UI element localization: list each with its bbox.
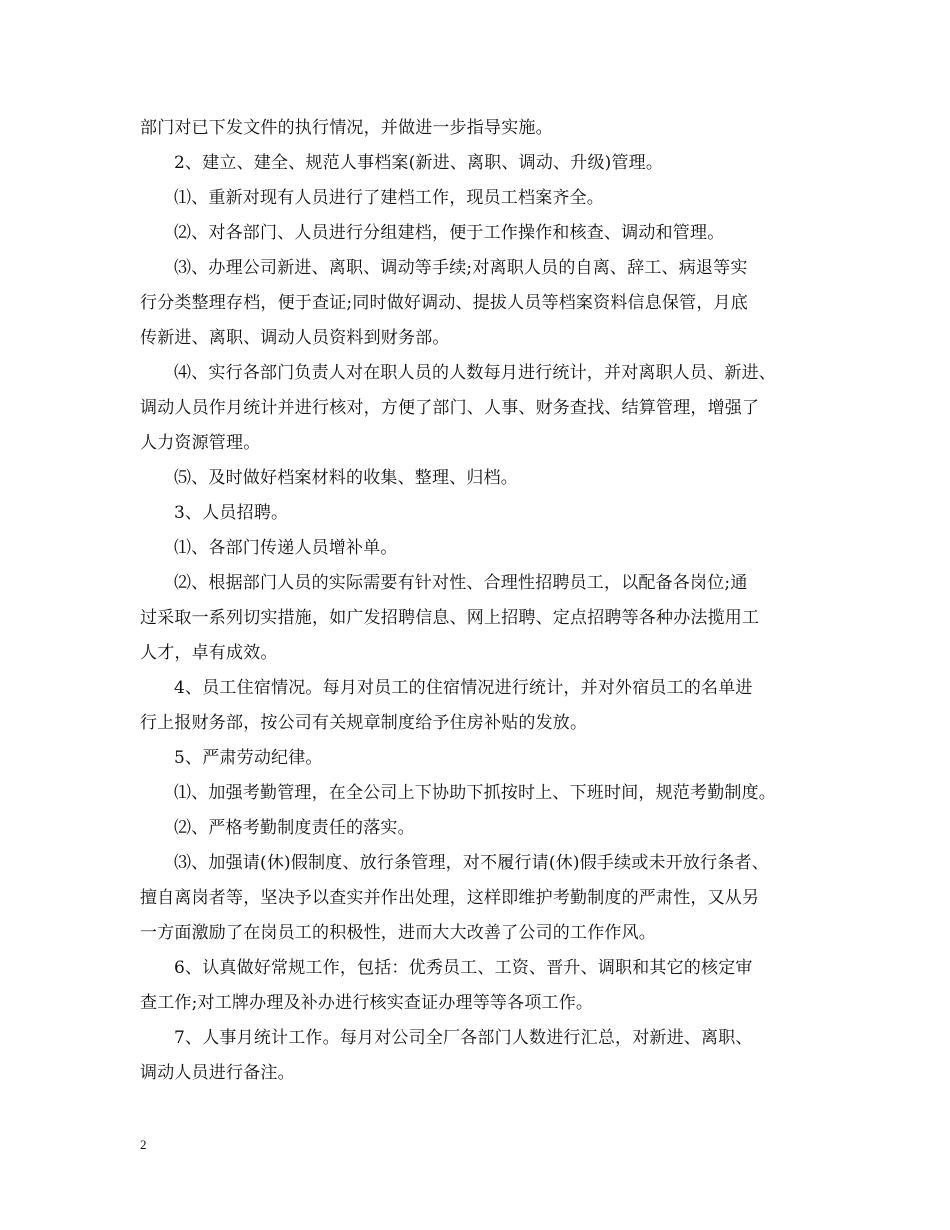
section-heading: 6、认真做好常规工作，包括：优秀员工、工资、晋升、调职和其它的核定审 <box>174 958 753 978</box>
text-line: 部门对已下发文件的执行情况，并做进一步指导实施。 <box>140 118 553 138</box>
text-line: 传新进、离职、调动人员资料到财务部。 <box>140 328 450 348</box>
text-line: ⑶、办理公司新进、离职、调动等手续;对离职人员的自离、辞工、病退等实 <box>174 258 748 278</box>
text-line: ⑶、加强请(休)假制度、放行条管理，对不履行请(休)假手续或未开放行条者、 <box>174 853 769 873</box>
text-line: 行分类整理存档，便于查证;同时做好调动、提拔人员等档案资料信息保管，月底 <box>140 293 748 313</box>
text-line: ⑴、重新对现有人员进行了建档工作，现员工档案齐全。 <box>174 188 604 208</box>
text-line: 人才，卓有成效。 <box>140 643 278 663</box>
text-line: ⑵、严格考勤制度责任的落实。 <box>174 818 415 838</box>
text-line: ⑵、根据部门人员的实际需要有针对性、合理性招聘员工，以配备各岗位;通 <box>174 573 748 593</box>
text-line: 行上报财务部，按公司有关规章制度给予住房补贴的发放。 <box>140 713 588 733</box>
section-heading: 4、员工住宿情况。每月对员工的住宿情况进行统计，并对外宿员工的名单进 <box>174 678 753 698</box>
text-line: 调动人员作月统计并进行核对，方便了部门、人事、财务查找、结算管理，增强了 <box>140 398 760 418</box>
text-line: 过采取一系列切实措施，如广发招聘信息、网上招聘、定点招聘等各种办法揽用工 <box>140 608 760 628</box>
text-line: 人力资源管理。 <box>140 433 261 453</box>
text-line: ⑴、加强考勤管理，在全公司上下协助下抓按时上、下班时间，规范考勤制度。 <box>174 783 776 803</box>
text-line: ⑷、实行各部门负责人对在职人员的人数每月进行统计，并对离职人员、新进、 <box>174 363 776 383</box>
text-line: ⑵、对各部门、人员进行分组建档，便于工作操作和核查、调动和管理。 <box>174 223 725 243</box>
section-heading: 2、建立、建全、规范人事档案(新进、离职、调动、升级)管理。 <box>174 153 664 173</box>
section-heading: 5、严肃劳动纪律。 <box>174 748 323 768</box>
text-line: ⑴、各部门传递人员增补单。 <box>174 538 398 558</box>
text-line: 调动人员进行备注。 <box>140 1063 295 1083</box>
section-heading: 7、人事月统计工作。每月对公司全厂各部门人数进行汇总，对新进、离职、 <box>174 1028 753 1048</box>
page-number: 2 <box>140 1137 147 1152</box>
text-line: 查工作;对工牌办理及补办进行核实查证办理等等各项工作。 <box>140 993 594 1013</box>
text-line: 擅自离岗者等，坚决予以查实并作出处理，这样即维护考勤制度的严肃性，又从另 <box>140 888 760 908</box>
text-line: ⑸、及时做好档案材料的收集、整理、归档。 <box>174 468 518 488</box>
text-line: 一方面激励了在岗员工的积极性，进而大大改善了公司的工作作风。 <box>140 923 656 943</box>
section-heading: 3、人员招聘。 <box>174 503 289 523</box>
